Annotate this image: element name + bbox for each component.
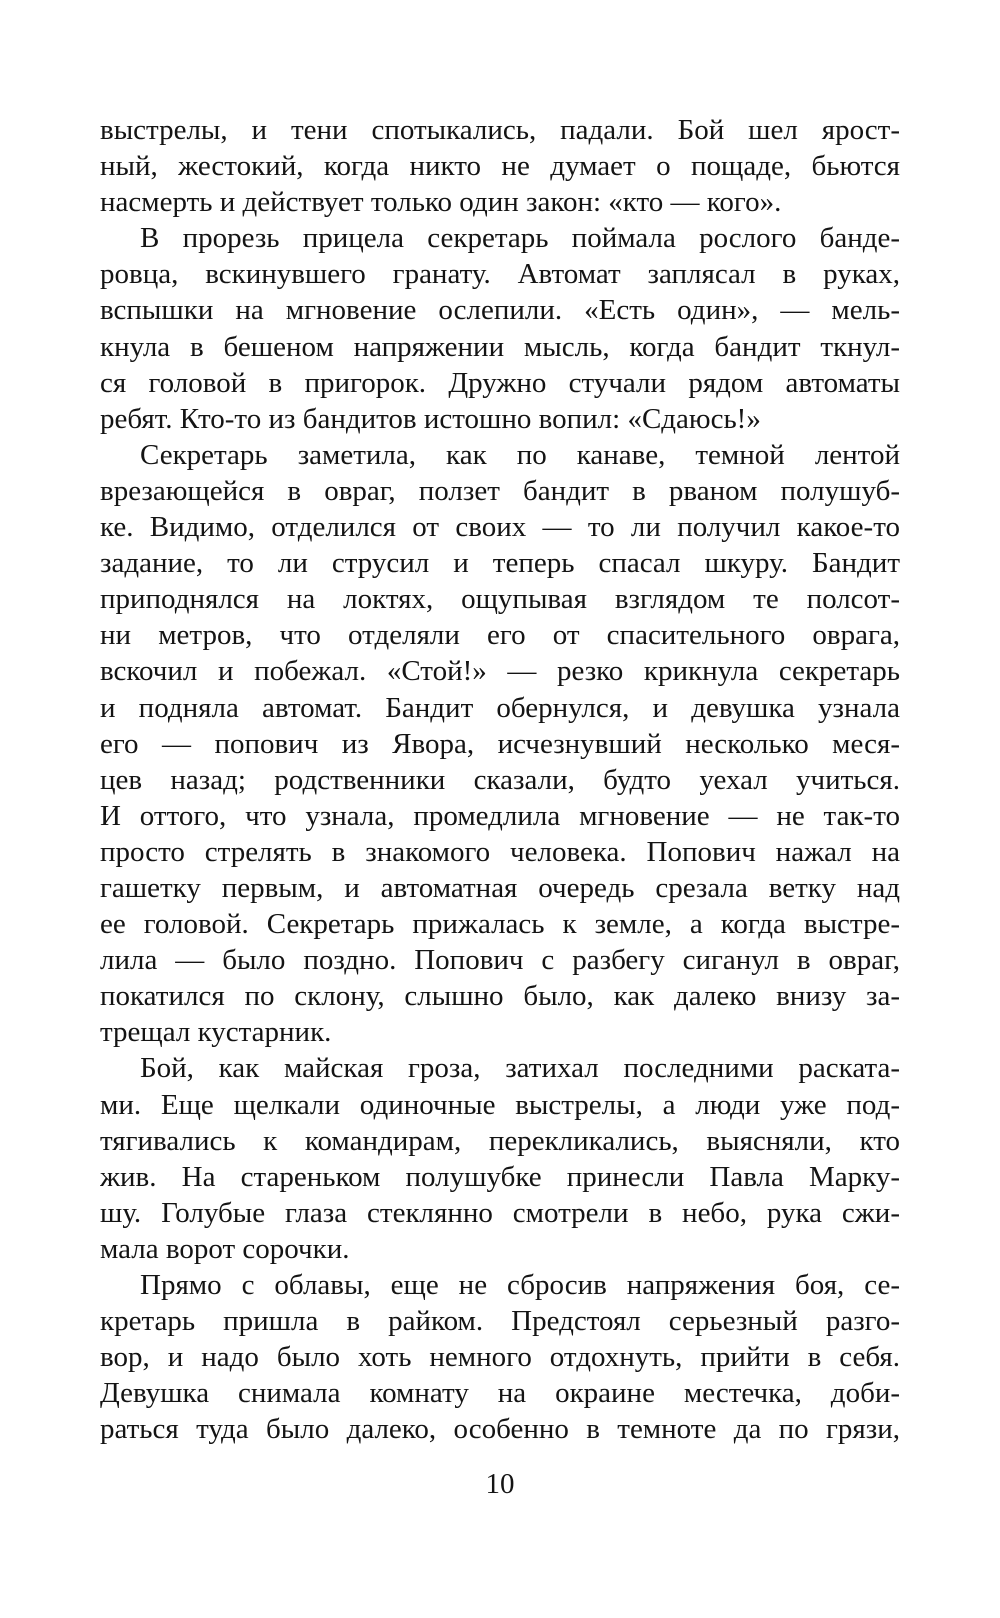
text-line: ровца, вскинувшего гранату. Автомат заплясал в руках, xyxy=(100,258,900,291)
text-line: ся головой в пригорок. Дружно стучали рядом автоматы xyxy=(100,366,900,399)
text-line: Девушка снимала комнату на окраине местечка, доби- xyxy=(100,1377,900,1410)
text-line: Секретарь заметила, как по канаве, темной лентой xyxy=(140,438,900,471)
page-body xyxy=(100,112,900,1447)
text-line: ный, жестокий, когда никто не думает о пощаде, бьются xyxy=(100,150,900,183)
text-line: ми. Еще щелкали одиночные выстрелы, а люди уже под- xyxy=(100,1088,900,1121)
text-line: гашетку первым, и автоматная очередь срезала ветку над xyxy=(100,871,900,904)
text-line: Прямо с облавы, еще не сбросив напряжения боя, се- xyxy=(140,1269,900,1301)
text-line: трещал кустарник. xyxy=(100,1016,332,1049)
text-line: тягивались к командирам, перекликались, выясняли, кто xyxy=(100,1124,900,1157)
text-line: жив. На стареньком полушубке принесли Павла Марку- xyxy=(100,1160,900,1193)
text-line: выстрелы, и тени спотыкались, падали. Бой шел ярост- xyxy=(100,114,900,146)
text-line: В прорезь прицела секретарь поймала рослого банде- xyxy=(140,222,900,255)
text-line: вскочил и побежал. «Стой!» — резко крикнула секретарь xyxy=(100,655,900,688)
text-line: цев назад; родственники сказали, будто уехал учиться. xyxy=(100,763,900,796)
text-line: врезающейся в овраг, ползет бандит в рваном полушуб- xyxy=(100,474,900,507)
text-line: И оттого, что узнала, промедлила мгновение — не так-то xyxy=(100,799,900,832)
text-line: покатился по склону, слышно было, как далеко внизу за- xyxy=(100,980,900,1013)
text-line: Бой, как майская гроза, затихал последними раската- xyxy=(140,1052,900,1085)
text-line: вспышки на мгновение ослепили. «Есть один», — мель- xyxy=(100,294,900,327)
text-line: ни метров, что отделяли его от спасительного оврага, xyxy=(100,619,900,652)
text-line: ее головой. Секретарь прижалась к земле, а когда выстре- xyxy=(100,908,900,941)
text-line: вор, и надо было хоть немного отдохнуть, прийти в себя. xyxy=(100,1341,900,1374)
page-number: 10 xyxy=(485,1468,515,1500)
text-line: и подняла автомат. Бандит обернулся, и девушка узнала xyxy=(100,691,900,724)
text-line: приподнялся на локтях, ощупывая взглядом те полсот- xyxy=(100,583,900,616)
text-line: задание, то ли струсил и теперь спасал шкуру. Бандит xyxy=(100,547,900,580)
text-line: его — попович из Явора, исчезнувший несколько меся- xyxy=(100,727,900,760)
text-line: лила — было поздно. Попович с разбегу сиганул в овраг, xyxy=(100,944,900,977)
text-line: кретарь пришла в райком. Предстоял серьезный разго- xyxy=(100,1305,900,1338)
text-line: ребят. Кто-то из бандитов истошно вопил: «Сдаюсь!» xyxy=(100,402,761,435)
text-line: раться туда было далеко, особенно в темноте да по грязи, xyxy=(100,1413,900,1446)
text-line: ке. Видимо, отделился от своих — то ли получил какое-то xyxy=(100,511,900,544)
text-line: насмерть и действует только один закон: «кто — кого». xyxy=(100,186,782,219)
text-line: шу. Голубые глаза стеклянно смотрели в небо, рука сжи- xyxy=(100,1196,900,1229)
text-line: просто стрелять в знакомого человека. Попович нажал на xyxy=(100,835,900,868)
text-line: кнула в бешеном напряжении мысль, когда бандит ткнул- xyxy=(100,330,900,363)
text-line: мала ворот сорочки. xyxy=(100,1232,350,1265)
